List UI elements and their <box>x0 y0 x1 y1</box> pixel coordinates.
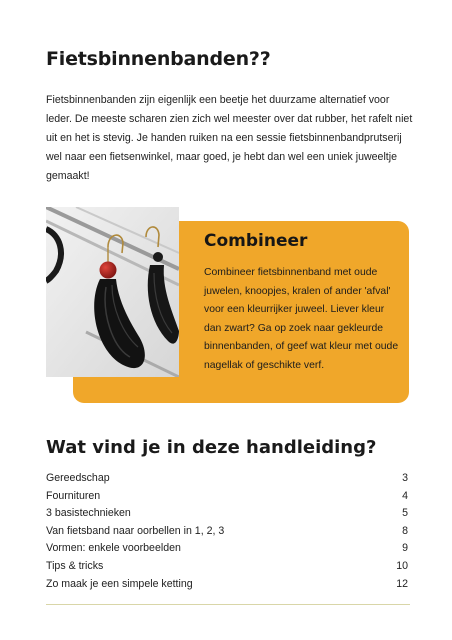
toc-item[interactable] <box>46 576 408 594</box>
toc-item-label: Gereedschap <box>46 472 110 484</box>
footer-divider <box>46 604 410 605</box>
toc-item[interactable] <box>46 470 408 488</box>
toc-item-label: Van fietsband naar oorbellen in 1, 2, 3 <box>46 524 225 537</box>
toc-item-page: 8 <box>402 524 408 537</box>
toc-item-page: 9 <box>402 542 408 555</box>
toc-item[interactable] <box>46 488 408 506</box>
callout-title: Combineer <box>204 231 308 251</box>
intro-paragraph: Fietsbinnenbanden zijn eigenlijk een beetje het duurzame alternatief voor leder. De meeste scharen zien zich wel meester over dat rubber, het rafelt niet uit en het is stevig. Je handen ruiken na een sessie fietsbinnenbandprutserij wel naar een fietsenwinkel, maar goed, je hebt dan wel een uniek juweeltje gemaakt! <box>46 94 413 182</box>
toc-item-page: 12 <box>396 577 408 590</box>
toc-item-label: Tips & tricks <box>46 559 104 572</box>
earrings-illustration <box>46 207 179 377</box>
toc-item-label: 3 basistechnieken <box>46 507 131 520</box>
toc-item-page: 5 <box>402 507 408 520</box>
toc-item[interactable] <box>46 558 408 576</box>
toc-item-page: 10 <box>396 559 408 572</box>
toc-item[interactable] <box>46 540 408 558</box>
toc-item-label: Vormen: enkele voorbeelden <box>46 542 181 555</box>
toc-item-label: Zo maak je een simpele ketting <box>46 577 193 590</box>
toc-item[interactable] <box>46 523 408 541</box>
toc-item-page: 3 <box>402 472 408 484</box>
toc-item-label: Fournituren <box>46 489 101 502</box>
earrings-photo <box>46 207 179 377</box>
toc-item[interactable] <box>46 505 408 523</box>
toc-item-page: 4 <box>402 489 408 502</box>
table-of-contents <box>46 470 408 593</box>
toc-title: Wat vind je in deze handleiding? <box>46 437 377 458</box>
page-title: Fietsbinnenbanden?? <box>46 48 271 70</box>
callout-text: Combineer fietsbinnenband met oude juwelen, knoopjes, kralen of ander 'afval' voor een kleurrijker juweel. Liever kleur dan zwart? Ga op zoek naar gekleurde binnenbanden, of geef wat kleur met oude nagellak of geschikte verf. <box>204 267 399 371</box>
